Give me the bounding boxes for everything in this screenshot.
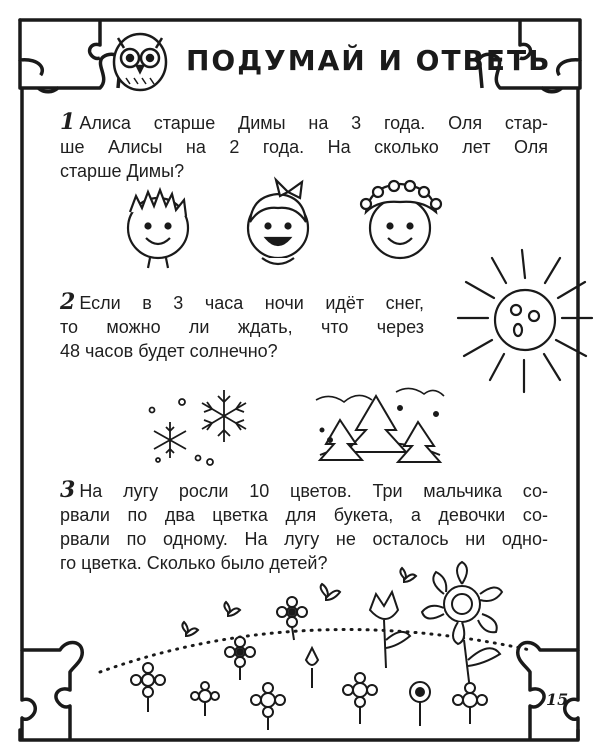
boy-face-icon bbox=[128, 190, 188, 268]
task-text-line: то можно ли ждать, что через bbox=[60, 317, 424, 337]
task-number: 2 bbox=[60, 289, 76, 315]
task-text-line: На лугу росли 10 цветов. Три мальчика со- bbox=[79, 481, 548, 501]
task-text-line: Алиса старше Димы на 3 года. Оля стар- bbox=[79, 113, 548, 133]
sun-icon bbox=[458, 250, 592, 392]
snowy-trees-icon bbox=[316, 388, 444, 462]
page-number: 15 bbox=[546, 690, 569, 709]
corner-puzzle-top-left bbox=[20, 20, 121, 92]
task-number: 1 bbox=[60, 109, 76, 135]
task-text-line: го цветка. Сколько было детей? bbox=[60, 553, 328, 573]
task-text-line: старше Димы? bbox=[60, 161, 185, 181]
task-3 bbox=[60, 478, 548, 575]
task-text-line: рвали по два цветка для букета, а девочки со- bbox=[60, 505, 548, 525]
owl-icon bbox=[114, 34, 166, 90]
task-text-line: Если в 3 часа ночи идёт снег, bbox=[79, 293, 424, 313]
page-title: ПОДУМАЙ И ОТВЕТЬ bbox=[186, 44, 552, 77]
task-number: 3 bbox=[60, 477, 76, 503]
task-text-line: рвали по одному. На лугу не осталось ни одно- bbox=[60, 529, 548, 549]
task-1 bbox=[60, 110, 548, 183]
corner-puzzle-bottom-left bbox=[22, 643, 82, 741]
snowflakes-icon bbox=[150, 390, 247, 465]
task-text-line: 48 часов будет солнечно? bbox=[60, 341, 278, 361]
task-text-line: ше Алисы на 2 года. На сколько лет Оля bbox=[60, 137, 548, 157]
girl-face-bow-icon bbox=[248, 180, 308, 264]
task-2 bbox=[60, 290, 424, 363]
girl-face-flowers-icon bbox=[361, 181, 441, 258]
meadow-flowers-icon bbox=[100, 562, 530, 730]
